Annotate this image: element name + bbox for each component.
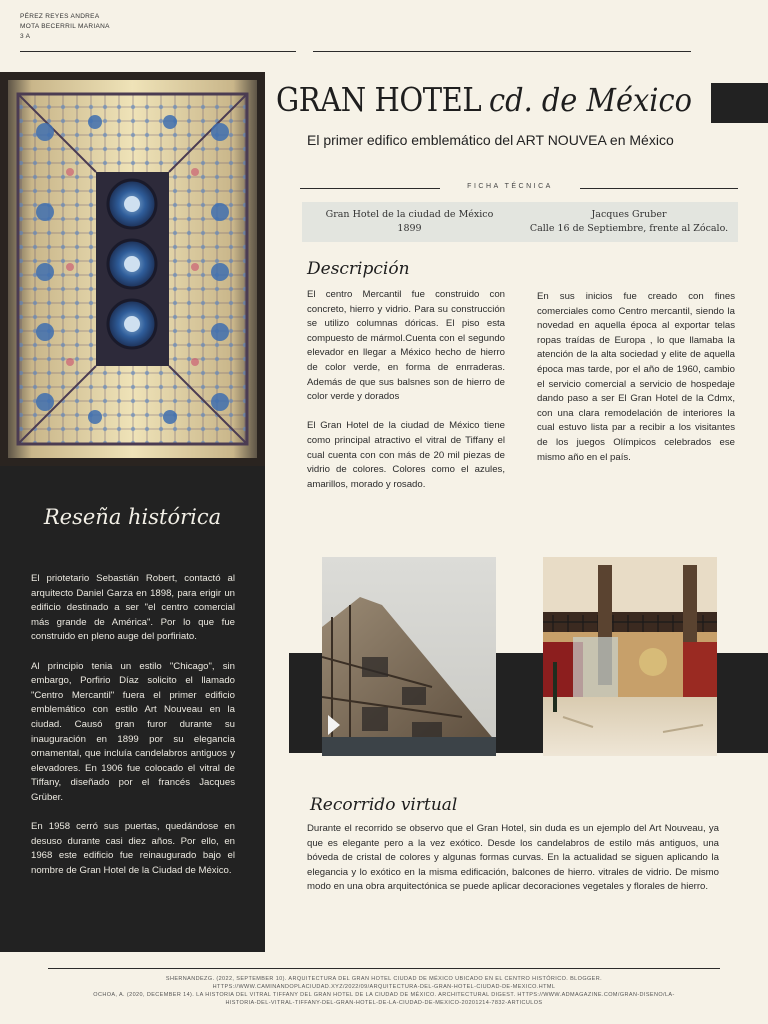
ficha-year: 1899: [397, 223, 422, 234]
ficha-left: [302, 208, 517, 236]
page-title: [276, 80, 715, 126]
recorrido-body: [307, 822, 719, 910]
stained-glass-ceiling-image: [0, 72, 265, 466]
ficha-label: FICHA TÉCNICA: [467, 183, 553, 190]
ficha-rule-right: [580, 188, 738, 189]
ficha-box: [302, 202, 738, 242]
title-script: cd. de México: [489, 81, 693, 119]
title-accent-block: [711, 83, 768, 123]
descripcion-p3: En sus inicios fue creado con fines comerciales como Centro mercantil, siendo la novedad en aquella época al exportar telas ropas traídas de Europa , lo que llamaba la atención de la alta sociedad y elite de aquella época mas tarde, por el año de 1960, cambio el servicio comercial a servicio de hospedaje dando paso a ser El Gran Hotel de la Cdmx, con una clara remodelación de interiores la cual estuvo lista par a recibir a los visitantes de los juegos Olímpicos celebrados ese mismo año en el país.: [537, 291, 735, 463]
author-2: MOTA BECERRIL MARIANA: [20, 23, 110, 30]
descripcion-p2: El Gran Hotel de la ciudad de México tiene como principal atractivo el vitral de Tiffany el cual cuenta con con más de 20 mil piezas de vidrio de colores. Colores como el azules, amarillos, morado y rosado.: [307, 420, 505, 490]
reference-1: SHERNANDEZG. (2022, SEPTEMBER 10). ARQUITECTURA DEL GRAN HOTEL CIUDAD DE MÉXICO UBICADO EN EL CENTRO HISTÓRICO. BLOGGER.: [165, 976, 603, 982]
references: [40, 975, 728, 1007]
ficha-right: [520, 208, 738, 236]
descripcion-title: Descripción: [307, 259, 410, 279]
recorrido-title: Recorrido virtual: [310, 795, 458, 815]
recorrido-p1: Durante el recorrido se observo que el Gran Hotel, sin duda es un ejemplo del Art Nouveau, ya que es elegante pero a la vez exótico. Desde los candelabros de estilo más antiguos, una bóveda de cristal de colores y algunas formas curvas. En la actualidad se siguen aplicando la elegancia y lo exótico en la misma edificación, balcones de hierro. vitrales de vidrio. De mismo modo en una obra arquitectónica se puede aplicar decoraciones vegetales y florales de hierro.: [307, 823, 719, 893]
ficha-address: Calle 16 de Septiembre, frente al Zócalo.: [529, 223, 729, 234]
descripcion-p1: El centro Mercantil fue construido con concreto, hierro y vidrio. Para su construcción se utilizo columnas dóricas. El piso esta compuesto de mármol.Cuenta con el segundo elevador en llegar a México hecho de hierro de color verde, en forma de enrraderas. Además de que sus balsnes son de hierro de color verde y dorados: [307, 289, 505, 403]
authors-block: [20, 12, 110, 42]
top-rule-right: [313, 51, 691, 52]
ficha-rule-left: [300, 188, 440, 189]
resena-p2: Al principio tenia un estilo "Chicago", sin embargo, Porfirio Díaz solicito el llamado "Centro Mercantil" fuera el primer edificio emblemático con estilo Art Nouveau en la ciudad. Causó gran furor durante su inauguración en 1899 por su elegancia ornamental, que incluía candelabros antiguos y elevadores. En 1906 fue colocado el vitral de Tiffany, diseñado por el francés Jacques Grüber.: [31, 660, 235, 803]
group-label: 3 A: [20, 33, 31, 40]
subtitle: El primer edifico emblemático del ART NOUVEA en México: [307, 132, 674, 148]
resena-title: Reseña histórica: [43, 505, 222, 529]
facade-photo: [322, 557, 496, 756]
reference-1-url: HTTPS://WWW.CAMINANDOPLACIUDAD.XYZ/2022/09/ARQUITECTURA-DEL-GRAN-HOTEL-CIUDAD-DE-MEXICO.HTML: [212, 984, 556, 990]
resena-p1: El priotetario Sebastián Robert, contactó al arquitecto Daniel Garza en 1898, para erigir un edificio destinado a ser "el centro comercial más grande de América". Por lo que fue construido en pleno auge del porfiriato.: [31, 573, 235, 643]
descripcion-col2: [537, 290, 735, 480]
reference-2-url: HISTORIA-DEL-VITRAL-TIFFANY-DEL-GRAN-HOTEL-DE-LA-CIUDAD-DE-MEXICO-20201214-7832-ARTICULOS: [225, 1000, 543, 1006]
top-rule-left: [20, 51, 296, 52]
author-1: PÉREZ REYES ANDREA: [20, 13, 100, 20]
resena-p3: En 1958 cerró sus puertas, quedándose en desuso durante casi diez años. Por ello, en 1968 este edificio fue reinaugurado bajo el nombre de Gran Hotel de la Ciudad de México.: [31, 821, 235, 876]
descripcion-col1: [307, 288, 505, 507]
ficha-architect: Jacques Gruber: [591, 209, 667, 220]
lobby-photo: [543, 557, 717, 756]
reference-2: OCHOA, A. (2020, DECEMBER 14). LA HISTORIA DEL VITRAL TIFFANY DEL GRAN HOTEL DE LA CIUDAD DE MÉXICO. ARCHITECTURAL DIGEST. HTTPS://WWW.ADMAGAZINE.COM/GRAN-DISENO/LA-: [93, 992, 675, 998]
title-main: GRAN HOTEL: [276, 80, 482, 119]
footer-rule: [48, 968, 720, 969]
ficha-hotel-name: Gran Hotel de la ciudad de México: [325, 209, 494, 220]
resena-body: [31, 572, 235, 893]
